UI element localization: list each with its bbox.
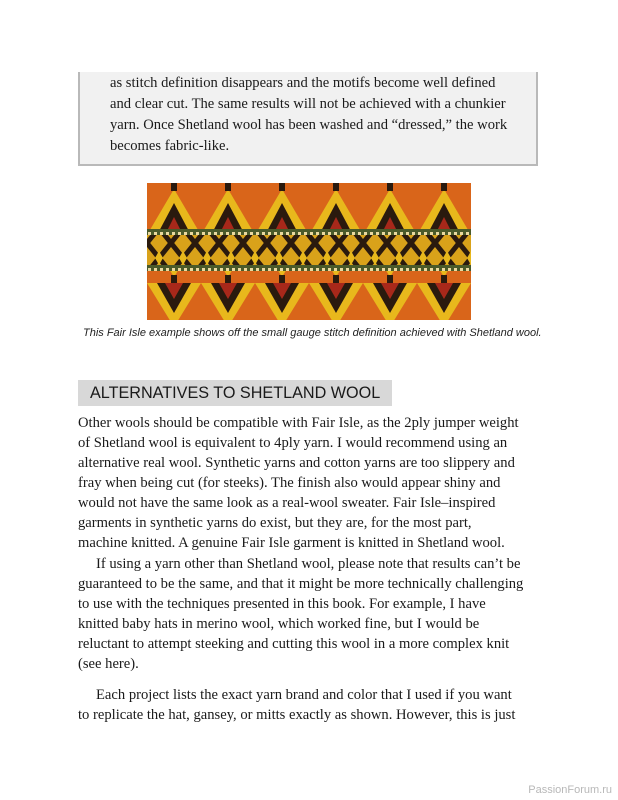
sidebar-box: [78, 72, 538, 166]
body-text: [78, 413, 544, 725]
paragraph: Other wools should be compatible with Fair Isle, as the 2ply jumper weight of Shetland wool is equivalent to 4ply yarn. I would recommend using an alternative real wool. Synthetic yarns and cotton yarns are too slippery and fray when being cut (for steeks). The finish also would appear shiny and would not have the same look as a real-wool sweater. Fair Isle–inspired garments in synthetic yarns do exist, but they are, for the most part, machine knitted. A genuine Fair Isle garment is knitted in Shetland wool.: [78, 415, 519, 551]
sidebar-text: as stitch definition disappears and the motifs become well defined and clear cut. The same results will not be achieved with a chunkier yarn. Once Shetland wool has been washed and “dressed,” the work becomes fabric-like.: [110, 75, 508, 154]
figure-caption: This Fair Isle example shows off the small gauge stitch definition achieved with Shetland wool.: [83, 327, 542, 339]
watermark: PassionForum.ru: [528, 784, 612, 796]
section-heading: ALTERNATIVES TO SHETLAND WOOL: [78, 380, 392, 406]
paragraph: If using a yarn other than Shetland wool, please note that results can’t be guaranteed to be the same, and that it might be more technically challenging to use with the techniques presented in this book. For example, I have knitted baby hats in merino wool, which worked fine, but I would be reluctant to attempt steeking and cutting this wool in a more complex knit (see here).: [78, 556, 524, 672]
paragraph: Each project lists the exact yarn brand and color that I used if you want to replicate the hat, gansey, or mitts exactly as shown. However, this is just: [78, 687, 516, 723]
fair-isle-photo: [147, 183, 471, 320]
